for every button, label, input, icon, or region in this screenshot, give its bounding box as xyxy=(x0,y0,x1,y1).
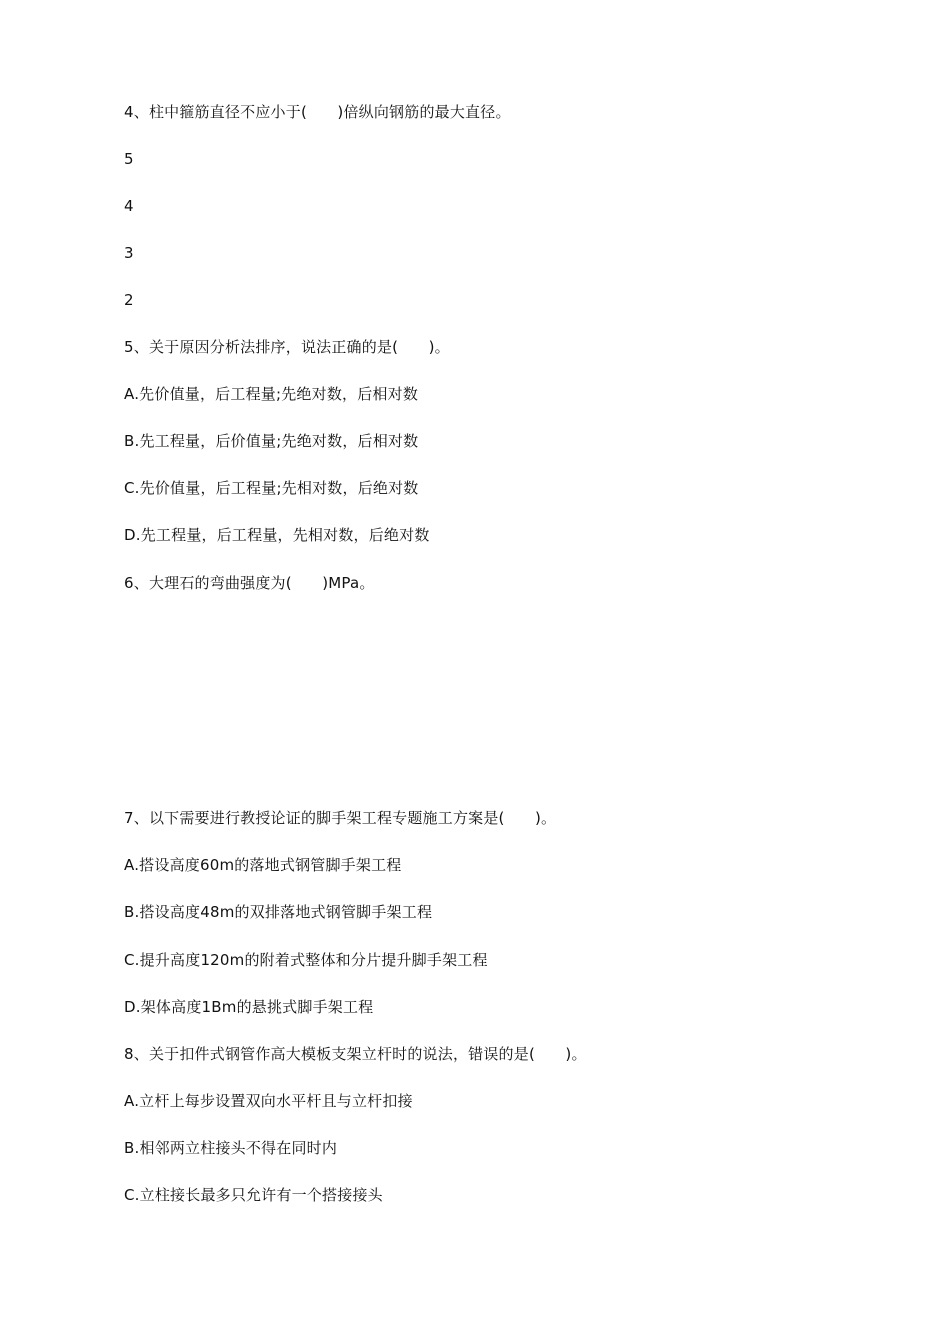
question-4-option-4: 2 xyxy=(124,291,134,309)
question-4-stem: 4、柱中箍筋直径不应小于( )倍纵向钢筋的最大直径。 xyxy=(124,103,511,121)
question-7-option-a: A.搭设高度60m的落地式钢管脚手架工程 xyxy=(124,856,402,874)
question-8-stem: 8、关于扣件式钢管作高大模板支架立杆时的说法，错误的是( )。 xyxy=(124,1045,587,1063)
question-7-stem: 7、以下需要进行教授论证的脚手架工程专题施工方案是( )。 xyxy=(124,809,557,827)
question-5-option-d: D.先工程量，后工程量，先相对数，后绝对数 xyxy=(124,526,430,544)
question-4-option-2: 4 xyxy=(124,197,134,215)
question-6-stem: 6、大理石的弯曲强度为( )MPa。 xyxy=(124,574,375,592)
question-8-option-a: A.立杆上每步设置双向水平杆且与立杆扣接 xyxy=(124,1092,413,1110)
question-8-option-b: B.相邻两立柱接头不得在同时内 xyxy=(124,1139,338,1157)
question-5-option-b: B.先工程量，后价值量;先绝对数，后相对数 xyxy=(124,432,419,450)
question-7-option-d: D.架体高度1Bm的悬挑式脚手架工程 xyxy=(124,998,374,1016)
question-8-option-c: C.立柱接长最多只允许有一个搭接接头 xyxy=(124,1186,383,1204)
question-5-option-c: C.先价值量，后工程量;先相对数，后绝对数 xyxy=(124,479,419,497)
question-4-option-1: 5 xyxy=(124,150,134,168)
question-7-option-c: C.提升高度120m的附着式整体和分片提升脚手架工程 xyxy=(124,951,488,969)
question-7-option-b: B.搭设高度48m的双排落地式钢管脚手架工程 xyxy=(124,903,433,921)
question-5-stem: 5、关于原因分析法排序，说法正确的是( )。 xyxy=(124,338,450,356)
question-4-option-3: 3 xyxy=(124,244,134,262)
question-5-option-a: A.先价值量，后工程量;先绝对数，后相对数 xyxy=(124,385,419,403)
